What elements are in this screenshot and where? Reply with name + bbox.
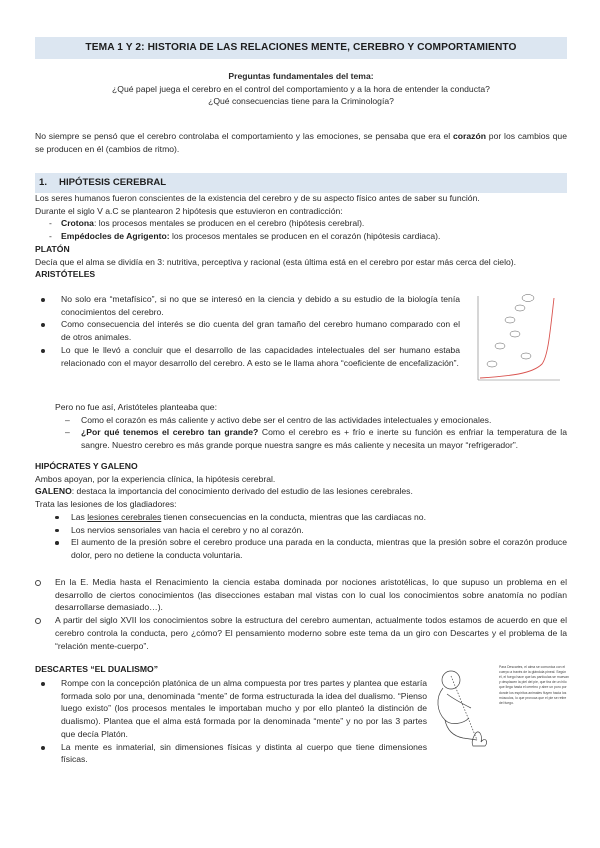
galeno-bullet-3: El aumento de la presión sobre el cerebro produce una parada en la conducta, mientras que la presión sobre el corazón produce dolor, pero no detiene la conducta voluntaria. (47, 536, 567, 561)
aristoteles-answer: Como el cerebro es + frío e inerte su función es enfriar la temperatura de la sangre. Nuestro cerebro es más grande porque nuestra sangre es más caliente y necesita un mayor “refrigerador”. (81, 427, 568, 451)
history-item-2: A partir del siglo XVII los conocimientos sobre la estructura del cerebro aumentan, actualmente todos estamos de acuerdo en que el cerebro controla la conducta, pero ¿cómo? El pensamiento moderno sobre este tema da un giro con Descartes y el problema de la “relación mente-cuerpo”. (35, 614, 567, 652)
hypotheses-list (35, 217, 567, 242)
questions-heading: Preguntas fundamentales del tema: (228, 71, 374, 81)
intro-bold: corazón (453, 131, 486, 141)
descartes-bullets (35, 677, 427, 766)
skull-icon-3 (505, 317, 515, 323)
hipocrates-heading: HIPÓCRATES Y GALENO (35, 461, 138, 471)
crotona-text: : los procesos mentales se producen en el cerebro (hipótesis cerebral). (93, 218, 365, 229)
descartes-heading: DESCARTES “EL DUALISMO” (35, 664, 159, 674)
galeno-text: : destaca la importancia del conocimiento derivado del estudio de las lesiones cerebrales. (71, 486, 413, 497)
section-1-body (35, 192, 567, 281)
skull-icon-4 (510, 331, 520, 337)
hypothesis-crotona (49, 217, 567, 230)
section-1-bar (35, 173, 567, 193)
aristoteles-bullets (35, 293, 460, 369)
aristoteles-bullet-2: Como consecuencia del interés se dio cuenta del gran tamaño del cerebro humano comparado con el de otros animales. (35, 318, 460, 343)
encephalization-figure (470, 288, 565, 388)
aristoteles-bullet-1: No solo era “metafísico”, si no que se interesó en la ciencia y debido a su estudio de la biología tenía conocimientos del cerebro. (35, 293, 460, 318)
skull-icon-7 (487, 361, 497, 367)
section-1-number: 1. (39, 176, 48, 188)
empedocles-label: Empédocles de Agrigento: (61, 231, 170, 242)
platon-text: Decía que el alma se dividía en 3: nutritiva, perceptiva y racional (esta última está en el cerebro por estar más cerca del cielo). (35, 256, 517, 267)
title-bar (35, 37, 567, 59)
descartes-caption: Para Descartes, el alma se comunica con el cuerpo a través de la glándula pineal. Según él, el fuego hace que las partículas se muevan y desplacen la piel del pie, que tira de un hilo que llega hasta el cerebro y abre un poro por donde los espíritus animales fluyen hacia los músculos, lo que provoca que el pie se retire del fuego. (499, 665, 569, 705)
aristoteles-question: ¿Por qué tenemos el cerebro tan grande? (81, 427, 259, 438)
platon-heading: PLATÓN (35, 243, 70, 254)
skull-icon-5 (495, 343, 505, 349)
skull-icon-2 (515, 305, 525, 311)
galeno-b1-underlined: lesiones cerebrales (87, 511, 162, 522)
section-1-p2: Durante el siglo V a.C se plantearon 2 hipótesis que estuvieron en contradicción: (35, 205, 343, 216)
empedocles-text: los procesos mentales se producen en el corazón (hipótesis cardiaca). (169, 231, 441, 242)
question-1: ¿Qué papel juega el cerebro en el control del comportamiento y a la hora de entender la conducta? (112, 83, 490, 94)
aristoteles-heading: ARISTÓTELES (35, 269, 96, 280)
descartes-illustration (425, 664, 497, 752)
intro-text-1: No siempre se pensó que el cerebro controlaba el comportamiento y las emociones, se pensaba que era el (35, 131, 454, 141)
galeno-b1-post: tienen consecuencias en la conducta, mientras que las cardiacas no. (161, 511, 426, 522)
section-1-title: HIPÓTESIS CEREBRAL (59, 176, 167, 188)
section-1-p1: Los seres humanos fueron conscientes de la existencia del cerebro y de su aspecto físico antes de saber su función. (35, 193, 480, 203)
hypothesis-empedocles (49, 230, 567, 243)
nerve-line (451, 676, 477, 740)
crotona-label: Crotona (61, 218, 94, 229)
aristoteles-view (35, 401, 567, 452)
fire-icon (472, 732, 486, 746)
history-item-1: En la E. Media hasta el Renacimiento la ciencia estaba dominada por nociones aristotélicas, lo que supuso un problema en el desarrollo de ciertos conocimientos (las disecciones estaban mal vistas con lo cual los conocimientos sobre anatomía no podían desarrollarse demasiado…). (35, 576, 567, 614)
document-title: TEMA 1 Y 2: HISTORIA DE LAS RELACIONES MENTE, CEREBRO Y COMPORTAMIENTO (85, 42, 517, 54)
figure-head (442, 671, 460, 689)
hipocrates-p1: Ambos apoyan, por la experiencia clínica, la hipótesis cerebral. (35, 473, 276, 484)
hipocrates-p3: Trata las lesiones de los gladiadores: (35, 499, 177, 510)
descartes-bullet-1: Rompe con la concepción platónica de un alma compuesta por tres partes y plantea que estaría formada solo por una, denominada “mente” de forma estructurada la idea del dualismo. “Pienso luego existo” (los procesos mentales le importaban mucho y por ello planteó la distinción de dualismo). Plantea que el alma está formada por la denominada “mente” y no por las 3 partes que decía Platón. (35, 677, 427, 741)
galeno-bullet-1 (47, 511, 567, 524)
aristoteles-sub-1: – Como el corazón es más caliente y activo debe ser el centro de las actividades intelectuales y emocionales. (59, 414, 567, 427)
galeno-paragraph (35, 485, 567, 498)
galeno-bullet-2: Los nervios sensoriales van hacia el cerebro y no al corazón. (47, 524, 567, 537)
encephalization-curve (480, 298, 554, 378)
descartes-bullet-2: La mente es inmaterial, sin dimensiones físicas y distinta al cuerpo que tiene dimensiones físicas. (35, 741, 427, 766)
aristoteles-bullet-3: Lo que le llevó a concluir que el desarrollo de las capacidades intelectuales del ser humano estaba relacionado con el mayor desarrollo del cerebro. A esto se le llama ahora “coeficiente de encefalización”. (35, 344, 460, 369)
aristoteles-sub-2 (59, 426, 567, 451)
skull-icon-1 (522, 295, 534, 302)
skull-icon-6 (521, 353, 531, 359)
intro-text-2: por los cambios que se producen en él (cambios de ritmo). (35, 131, 567, 154)
galeno-label: GALENO (35, 486, 72, 497)
hipocrates-section (35, 460, 567, 562)
intro-paragraph (35, 130, 567, 155)
history-section (35, 576, 567, 652)
question-2: ¿Qué consecuencias tiene para la Criminología? (208, 96, 394, 107)
galeno-b1-pre: Las (71, 511, 88, 522)
figure-body (438, 688, 469, 724)
aristoteles-but: Pero no fue así, Aristóteles planteaba que: (55, 402, 217, 412)
fundamental-questions (35, 70, 567, 108)
